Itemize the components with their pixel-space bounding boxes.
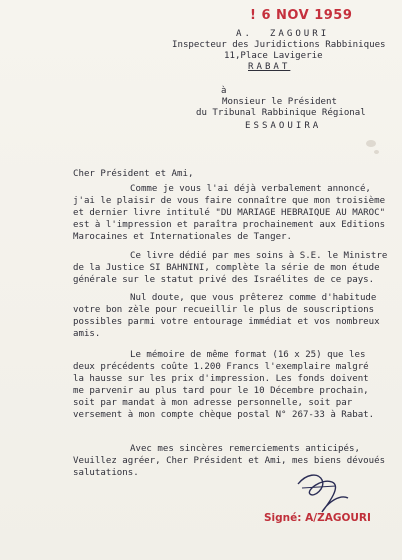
stamp-prefix: ! bbox=[250, 8, 257, 23]
p1-line: Marocaines et Internationales de Tanger. bbox=[73, 232, 292, 242]
recipient-line1: Monsieur le Président bbox=[222, 97, 337, 107]
p4-line: soit par mandat à mon adresse personnelle, soit par bbox=[73, 398, 353, 408]
p1-line: et dernier livre intitulé "DU MARIAGE HEBRAIQUE AU MAROC" bbox=[73, 208, 386, 218]
p2-line: Ce livre dédié par mes soins à S.E. le Ministre bbox=[130, 251, 388, 261]
p4-line: la hausse sur les prix d'impression. Les fonds doivent bbox=[73, 374, 369, 384]
paper-smudge bbox=[374, 150, 379, 154]
closing-line: Veuillez agréer, Cher Président et Ami, mes biens dévoués bbox=[73, 456, 386, 466]
closing-line: salutations. bbox=[73, 468, 139, 478]
p1-line: j'ai le plaisir de vous faire connaître que mon troisième bbox=[73, 196, 386, 206]
p3-line: amis. bbox=[73, 329, 101, 339]
closing-line: Avec mes sincères remerciements anticipés, bbox=[130, 444, 360, 454]
p4-line: Le mémoire de même format (16 x 25) que les bbox=[130, 350, 366, 360]
sender-title: Inspecteur des Juridictions Rabbiniques bbox=[172, 40, 386, 50]
sender-address: 11,Place Lavigerie bbox=[224, 51, 323, 61]
p1-line: est à l'impression et paraîtra prochainement aux Editions bbox=[73, 220, 386, 230]
p1-line: Comme je vous l'ai déjà verbalement annoncé, bbox=[130, 184, 371, 194]
p4-line: me parvenir au plus tard pour le 10 Décembre prochain, bbox=[73, 386, 369, 396]
signature-label: Signé: A/ZAGOURI bbox=[264, 512, 371, 524]
p3-line: possibles parmi votre entourage immédiat et vos nombreux bbox=[73, 317, 380, 327]
recipient-line2: du Tribunal Rabbinique Régional bbox=[196, 108, 366, 118]
p4-line: deux précédents coûte 1.200 Francs l'exemplaire malgré bbox=[73, 362, 369, 372]
p2-line: de la Justice SI BAHNINI, complète la série de mon étude bbox=[73, 263, 380, 273]
p3-line: Nul doute, que vous prêterez comme d'habitude bbox=[130, 293, 377, 303]
stamp-date: 6 NOV 1959 bbox=[261, 8, 353, 23]
sender-city: RABAT bbox=[248, 62, 291, 72]
p4-line: versement à mon compte chèque postal N° 267-33 à Rabat. bbox=[73, 410, 375, 420]
date-stamp bbox=[250, 8, 352, 23]
sender-name: A. ZAGOURI bbox=[236, 29, 330, 39]
paper-smudge bbox=[366, 140, 376, 147]
p3-line: votre bon zèle pour recueillir le plus de souscriptions bbox=[73, 305, 375, 315]
greeting: Cher Président et Ami, bbox=[73, 169, 194, 179]
recipient-prefix: à bbox=[221, 86, 227, 96]
p2-line: générale sur le statut privé des Israélites de ce pays. bbox=[73, 275, 375, 285]
recipient-city: ESSAOUIRA bbox=[245, 121, 322, 131]
